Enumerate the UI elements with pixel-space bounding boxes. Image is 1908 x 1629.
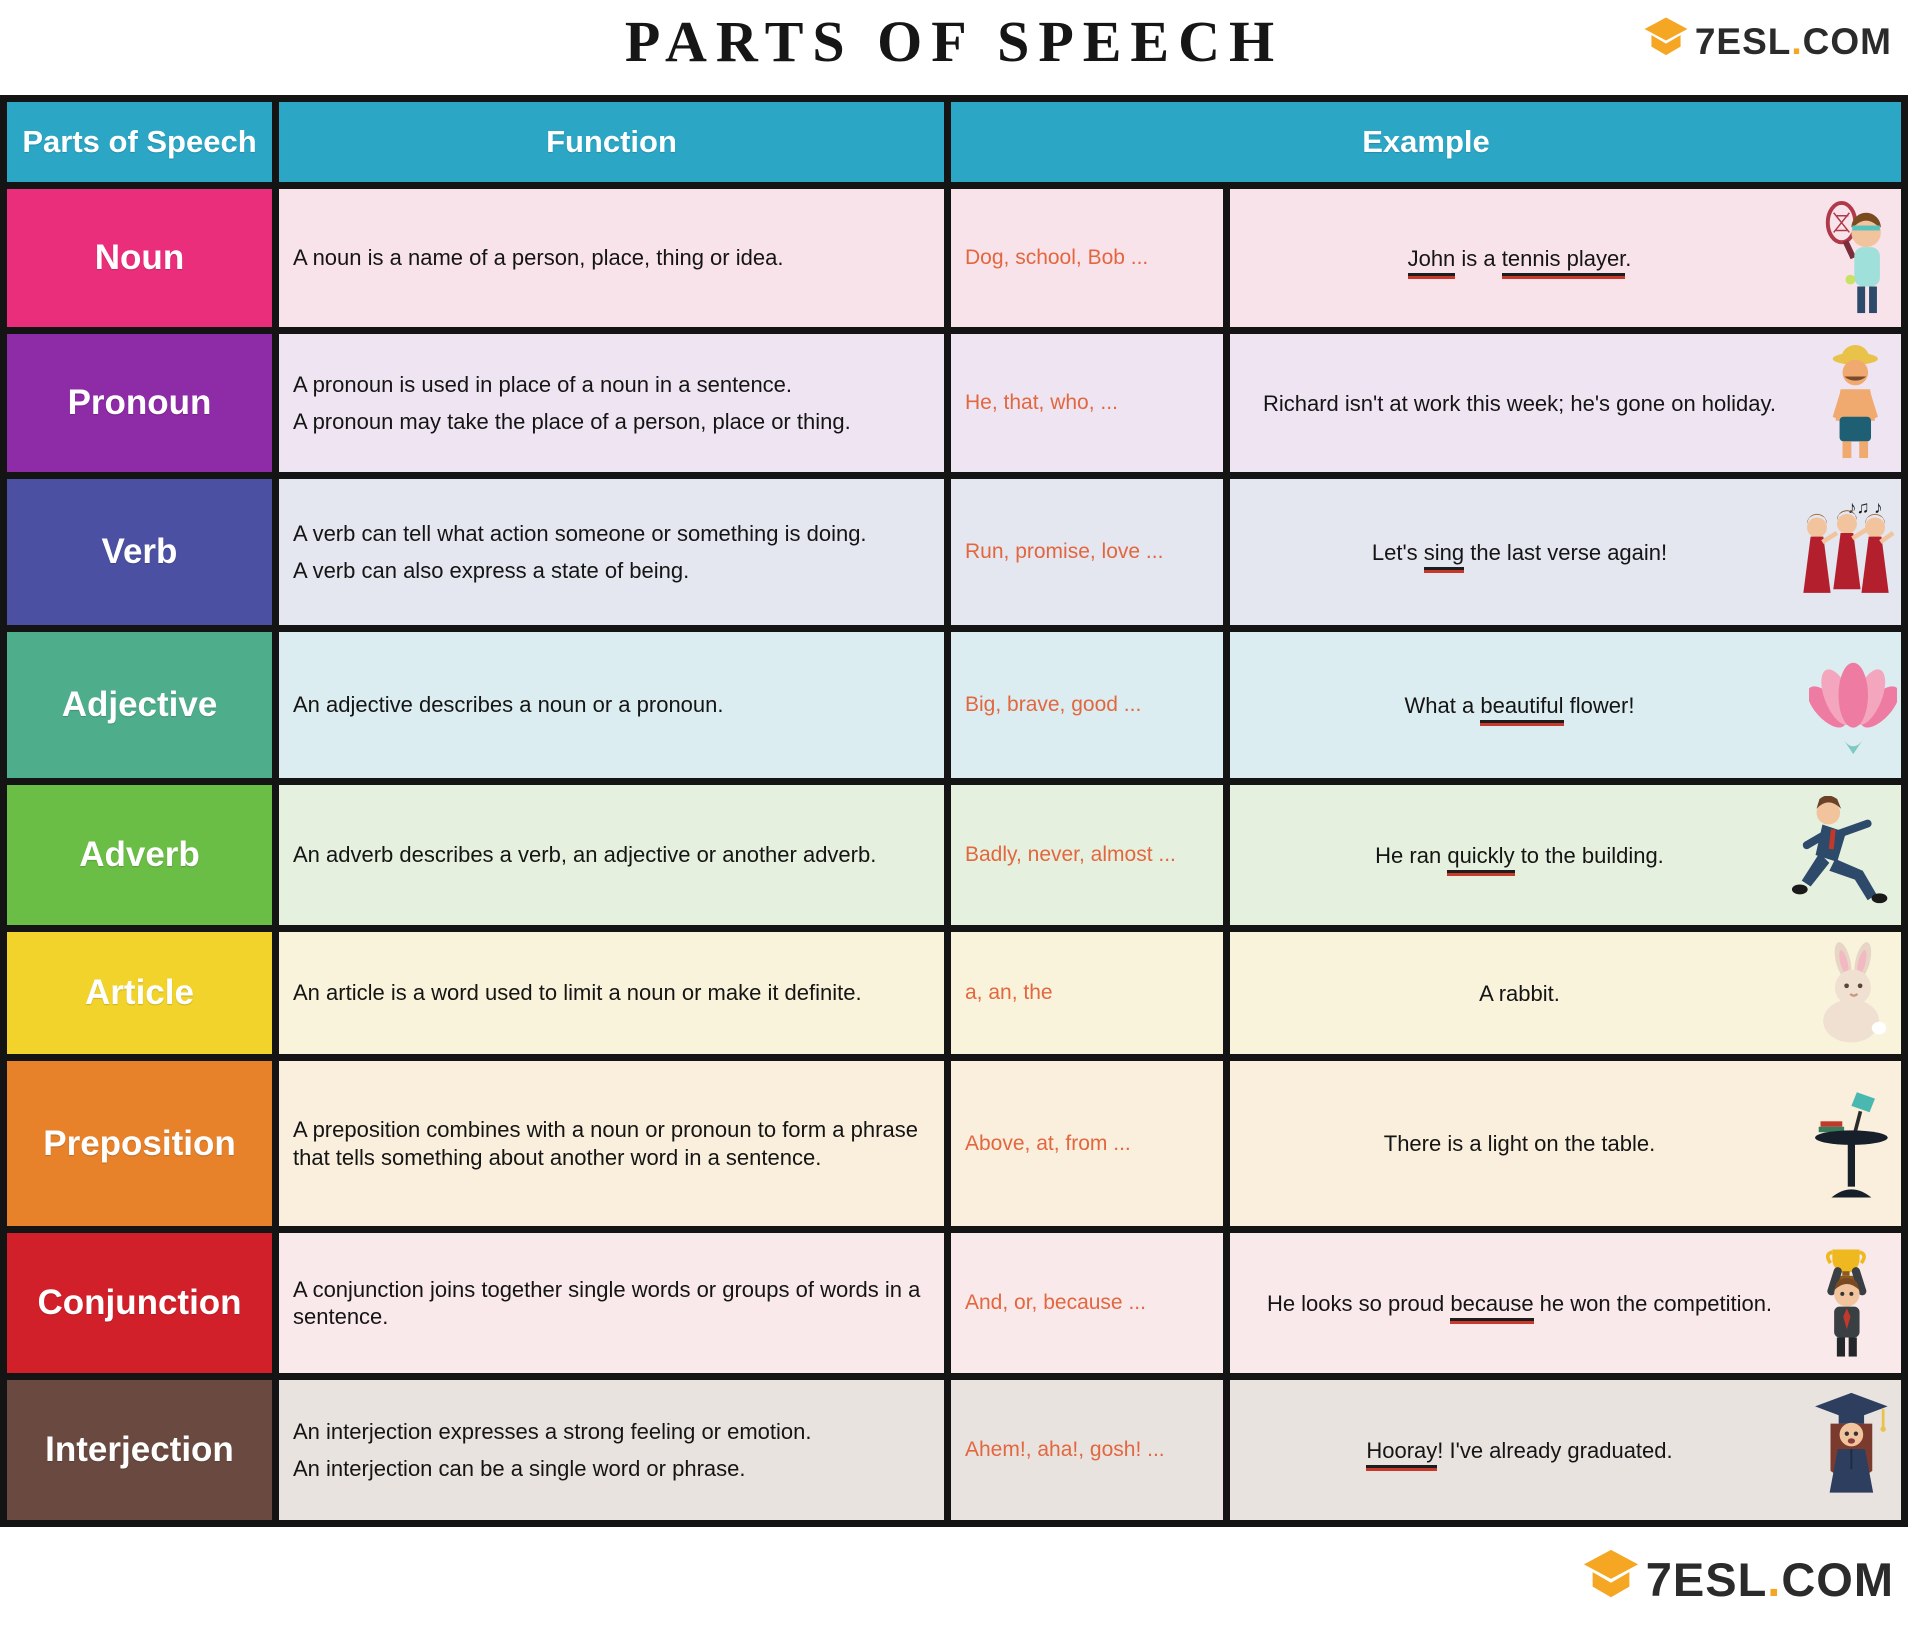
esl-logo-icon xyxy=(1582,1548,1640,1611)
sentence-fragment: A rabbit. xyxy=(1479,980,1560,1006)
example-words-adverb: Badly, never, almost ... xyxy=(951,785,1223,925)
example-sentence-article xyxy=(1230,932,1901,1054)
column-header-example: Example xyxy=(951,102,1901,182)
esl-logo-icon xyxy=(1643,16,1689,67)
example-words-interjection: Ahem!, aha!, gosh! ... xyxy=(951,1380,1223,1520)
example-sentence-text xyxy=(1375,839,1664,872)
sentence-fragment: to the building. xyxy=(1514,842,1664,868)
sentence-fragment: flower! xyxy=(1563,692,1635,718)
example-words-noun: Dog, school, Bob ... xyxy=(951,189,1223,327)
sentence-fragment: There is a light on the table. xyxy=(1383,1131,1656,1156)
function-text-verb xyxy=(279,479,944,625)
row-label-noun: Noun xyxy=(7,189,272,327)
example-sentence-text xyxy=(1263,387,1776,420)
function-text-preposition xyxy=(279,1061,944,1226)
underlined-word: because xyxy=(1450,1291,1533,1321)
underlined-word: tennis player xyxy=(1502,246,1626,276)
column-header-function: Function xyxy=(279,102,944,182)
running-man-illustration xyxy=(1789,796,1897,914)
column-header-parts-of-speech: Parts of Speech xyxy=(7,102,272,182)
example-words-verb: Run, promise, love ... xyxy=(951,479,1223,625)
row-label-article: Article xyxy=(7,932,272,1054)
row-label-preposition: Preposition xyxy=(7,1061,272,1226)
lamp-table-illustration xyxy=(1806,1085,1897,1203)
function-text-adjective xyxy=(279,632,944,778)
function-text-article xyxy=(279,932,944,1054)
function-text-adverb xyxy=(279,785,944,925)
example-sentence-text xyxy=(1366,1434,1672,1467)
example-sentence-adjective xyxy=(1230,632,1901,778)
example-sentence-preposition xyxy=(1230,1061,1901,1226)
underlined-word: quickly xyxy=(1447,843,1514,873)
function-line: An interjection expresses a strong feeling or emotion. xyxy=(293,1418,812,1444)
function-line: A preposition combines with a noun or pronoun to form a phrase that tells something about another word in a sentence. xyxy=(293,1117,918,1170)
example-sentence-verb xyxy=(1230,479,1901,625)
sentence-fragment: What a xyxy=(1404,692,1481,718)
brand-text xyxy=(1695,21,1892,63)
sentence-fragment: ! I've already graduated. xyxy=(1437,1437,1673,1463)
example-words-pronoun: He, that, who, ... xyxy=(951,334,1223,472)
brand-text xyxy=(1646,1552,1894,1607)
example-sentence-text xyxy=(1267,1287,1772,1320)
brand-logo-top[interactable] xyxy=(1643,16,1892,67)
sentence-fragment: is a xyxy=(1455,245,1502,271)
underlined-word: Hooray xyxy=(1366,1438,1437,1468)
sentence-fragment: Let's xyxy=(1371,539,1424,565)
graduate-girl-illustration xyxy=(1806,1391,1897,1509)
function-line: An article is a word used to limit a noun or make it definite. xyxy=(293,980,862,1006)
brand-part-2: COM xyxy=(1781,1552,1894,1606)
underlined-word: beautiful xyxy=(1480,693,1563,723)
underlined-word: John xyxy=(1408,246,1456,276)
row-label-interjection: Interjection xyxy=(7,1380,272,1520)
footer xyxy=(0,1529,1908,1629)
example-sentence-noun xyxy=(1230,189,1901,327)
row-label-adjective: Adjective xyxy=(7,632,272,778)
function-line: An adverb describes a verb, an adjective or another adverb. xyxy=(293,842,877,868)
function-text-pronoun xyxy=(279,334,944,472)
example-sentence-pronoun xyxy=(1230,334,1901,472)
example-words-adjective: Big, brave, good ... xyxy=(951,632,1223,778)
page-title: PARTS OF SPEECH xyxy=(624,9,1284,74)
svg-text:♪♫ ♪: ♪♫ ♪ xyxy=(1847,496,1883,517)
trophy-boy-illustration xyxy=(1806,1244,1897,1362)
holiday-man-illustration xyxy=(1814,344,1897,462)
tennis-player-illustration xyxy=(1814,199,1897,317)
top-bar xyxy=(0,0,1908,95)
function-line: An adjective describes a noun or a pronoun. xyxy=(293,692,724,718)
example-sentence-text xyxy=(1384,1127,1656,1160)
function-line: A conjunction joins together single words or groups of words in a sentence. xyxy=(293,1276,921,1329)
brand-part-1: 7ESL xyxy=(1645,1552,1768,1606)
function-line: A verb can tell what action someone or something is doing. xyxy=(293,520,867,546)
brand-part-1: 7ESL xyxy=(1694,20,1792,62)
example-sentence-text xyxy=(1372,536,1667,569)
flower-illustration xyxy=(1809,646,1898,764)
underlined-word: sing xyxy=(1424,540,1464,570)
sentence-fragment: the last verse again! xyxy=(1464,539,1668,565)
sentence-fragment: He ran xyxy=(1375,842,1448,868)
function-line: A pronoun may take the place of a person, place or thing. xyxy=(293,409,851,434)
brand-part-2: COM xyxy=(1802,20,1892,62)
function-line: A pronoun is used in place of a noun in a sentence. xyxy=(293,371,793,397)
singers-illustration xyxy=(1797,493,1897,611)
brand-dot: . xyxy=(1791,20,1803,62)
row-label-conjunction: Conjunction xyxy=(7,1233,272,1373)
example-sentence-interjection xyxy=(1230,1380,1901,1520)
rabbit-illustration xyxy=(1807,939,1897,1047)
brand-logo-bottom[interactable] xyxy=(1582,1548,1894,1611)
example-sentence-conjunction xyxy=(1230,1233,1901,1373)
function-text-noun xyxy=(279,189,944,327)
example-sentence-text xyxy=(1405,689,1635,722)
function-text-conjunction xyxy=(279,1233,944,1373)
row-label-pronoun: Pronoun xyxy=(7,334,272,472)
example-words-preposition: Above, at, from ... xyxy=(951,1061,1223,1226)
sentence-fragment: . xyxy=(1625,245,1632,271)
function-line: A verb can also express a state of being. xyxy=(293,558,690,583)
example-sentence-adverb xyxy=(1230,785,1901,925)
example-words-conjunction: And, or, because ... xyxy=(951,1233,1223,1373)
brand-dot: . xyxy=(1767,1552,1782,1606)
row-label-verb: Verb xyxy=(7,479,272,625)
function-text-interjection xyxy=(279,1380,944,1520)
example-sentence-text xyxy=(1408,242,1632,275)
example-sentence-text xyxy=(1479,977,1560,1010)
sentence-fragment: Richard isn't at work this week; he's gone on holiday. xyxy=(1262,390,1777,416)
function-line: A noun is a name of a person, place, thing or idea. xyxy=(293,245,784,271)
sentence-fragment: he won the competition. xyxy=(1533,1290,1773,1316)
sentence-fragment: He looks so proud xyxy=(1266,1290,1451,1316)
function-line: An interjection can be a single word or phrase. xyxy=(293,1456,746,1481)
parts-of-speech-table xyxy=(0,95,1908,1527)
example-words-article: a, an, the xyxy=(951,932,1223,1054)
row-label-adverb: Adverb xyxy=(7,785,272,925)
